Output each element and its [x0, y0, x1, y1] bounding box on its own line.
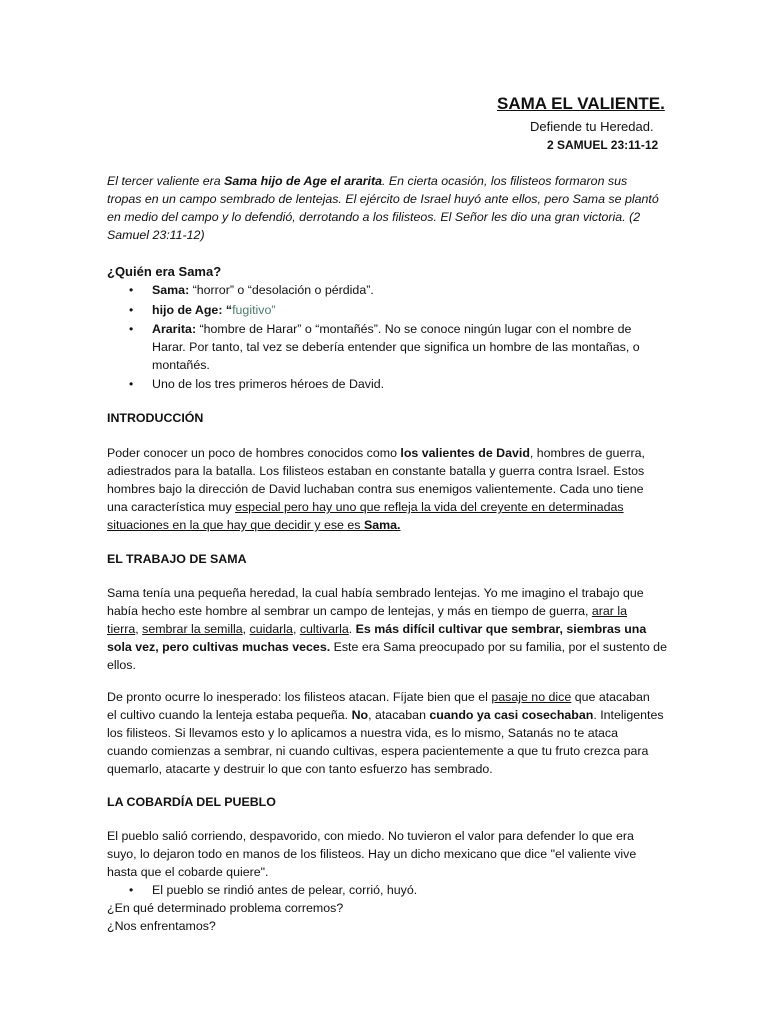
trabajo-p1-line-5: ellos. [107, 658, 136, 672]
bullet-label: Ararita: [152, 322, 197, 336]
intro-bold-underlined: Sama. [363, 518, 401, 532]
trabajo-text: había hecho este hombre al sembrar un campo de lentejas, y más en tiempo de guerra, [107, 604, 592, 618]
trabajo-p1-line-4 [107, 638, 667, 656]
trabajo-text: . Inteligentes [593, 708, 664, 722]
bullet-item-ararita [152, 320, 631, 338]
quote-text: . En cierta ocasión, los filisteos formaron sus [382, 174, 628, 188]
bullet-item-ararita-line-2: Harar. Por tanto, tal vez se debería entender que significa un hombre de las montañas, o [152, 340, 640, 354]
trabajo-text: , [292, 622, 300, 636]
quote-text: El tercer valiente era [107, 174, 225, 188]
scripture-reference: 2 SAMUEL 23:11-12 [547, 138, 659, 152]
intro-underlined: especial pero hay uno que refleja la vida del creyente en determinadas [235, 500, 624, 514]
cobardia-line-1: El pueblo salió corriendo, despavorido, con miedo. No tuvieron el valor para defender lo que era [107, 829, 634, 843]
cobardia-bullet-item: El pueblo se rindió antes de pelear, corrió, huyó. [152, 883, 418, 897]
cobardia-line-2: suyo, lo dejaron todo en manos de los filisteos. Hay un dicho mexicano que dice "el valiente vive [107, 847, 637, 861]
trabajo-underlined: tierra [107, 622, 136, 636]
intro-line-3: hombres bajo la dirección de David luchaban contra sus enemigos valientemente. Cada uno tiene [107, 482, 644, 496]
trabajo-text: Este era Sama preocupado por su familia, por el sustento de [330, 640, 667, 654]
bullet-item-ararita-line-3: montañés. [152, 358, 210, 372]
trabajo-p2-line-1 [107, 688, 650, 706]
trabajo-underlined: sembrar la semilla [142, 622, 243, 636]
bullet-label: Sama: [152, 283, 190, 297]
bullet-label: hijo de Age: [152, 303, 223, 317]
trabajo-text: que atacaban [571, 690, 650, 704]
bullet: • [129, 322, 134, 336]
quote-line-3: en medio del campo y lo defendió, derrotando a los filisteos. El Señor les dio una gran victoria. (2 [107, 210, 641, 224]
quote-bold: Sama hijo de Age el ararita [224, 174, 383, 188]
trabajo-p1-line-1: Sama tenía una pequeña heredad, la cual había sembrado lentejas. Yo me imagino el trabajo que [107, 586, 644, 600]
trabajo-underlined: arar la [591, 604, 628, 618]
bullet: • [129, 283, 134, 297]
intro-text: Poder conocer un poco de hombres conocidos como [107, 446, 401, 460]
section-heading-cobardia: LA COBARDÍA DEL PUEBLO [107, 795, 276, 809]
bullet-text-fugitivo: fugitivo” [232, 303, 276, 317]
page-subtitle: Defiende tu Heredad. [530, 119, 654, 134]
intro-text: una característica muy [107, 500, 236, 514]
trabajo-p2-line-5: quemarlo, atacarte y destruir lo que con tanto esfuerzo has sembrado. [107, 762, 493, 776]
cobardia-question-2: ¿Nos enfrentamos? [107, 919, 216, 933]
trabajo-text: , atacaban [368, 708, 430, 722]
bullet-quote-mark: “ [222, 303, 233, 317]
intro-bold: los valientes de David [400, 446, 530, 460]
bullet-text: “horror” o “desolación o pérdida”. [189, 283, 374, 297]
bullet: • [129, 377, 134, 391]
quote-line-2: tropas en un campo sembrado de lentejas. El ejército de Israel huyó ante ellos, pero Sama se plantó [107, 192, 659, 206]
section-heading-trabajo: EL TRABAJO DE SAMA [107, 552, 247, 566]
trabajo-bold: Es más difícil cultivar que sembrar, siembras una [355, 622, 647, 636]
cobardia-question-1: ¿En qué determinado problema corremos? [107, 901, 344, 915]
bullet-item-sama [152, 281, 374, 299]
bullet-item-age [152, 301, 275, 319]
intro-underlined: situaciones en la que hay que decidir y ese es [107, 518, 364, 532]
bullet: • [129, 303, 134, 317]
trabajo-p2-line-2 [107, 706, 664, 724]
trabajo-bold: No [351, 708, 369, 722]
intro-text: , hombres de guerra, [529, 446, 645, 460]
section-heading-quien: ¿Quién era Sama? [107, 264, 222, 279]
trabajo-underlined: cuidarla [249, 622, 293, 636]
trabajo-underlined: pasaje no dice [491, 690, 572, 704]
intro-line-1 [107, 444, 645, 462]
page-title: SAMA EL VALIENTE. [497, 94, 665, 113]
intro-line-5 [107, 516, 400, 534]
trabajo-text: el cultivo cuando la lenteja estaba pequeña. [107, 708, 352, 722]
trabajo-bold: sola vez, pero cultivas muchas veces. [107, 640, 331, 654]
bullet: • [129, 883, 134, 897]
bullet-text: “hombre de Harar” o “montañés”. No se conoce ningún lugar con el nombre de [196, 322, 632, 336]
trabajo-p1-line-2 [107, 602, 627, 620]
trabajo-p1-line-3 [107, 620, 646, 638]
quote-line-1 [107, 172, 627, 190]
trabajo-underlined: cultivarla [299, 622, 349, 636]
section-heading-introduccion: INTRODUCCIÓN [107, 411, 204, 425]
trabajo-p2-line-4: cuando comienzas a sembrar, ni cuando cultivas, espera pacientemente a que tu fruto crezca para [107, 744, 649, 758]
bullet-item-heroes: Uno de los tres primeros héroes de David. [152, 377, 385, 391]
cobardia-line-3: hasta que el cobarde quiere". [107, 865, 269, 879]
trabajo-text: , [135, 622, 143, 636]
trabajo-text: . [348, 622, 356, 636]
quote-line-4: Samuel 23:11-12) [107, 228, 205, 242]
trabajo-text: De pronto ocurre lo inesperado: los filisteos atacan. Fíjate bien que el [107, 690, 492, 704]
trabajo-p2-line-3: los filisteos. Si llevamos esto y lo aplicamos a nuestra vida, es lo mismo, Satanás no te ataca [107, 726, 619, 740]
trabajo-bold: cuando ya casi cosechaban [429, 708, 594, 722]
trabajo-text: , [242, 622, 250, 636]
intro-line-2: adiestrados para la batalla. Los filisteos estaban en constante batalla y guerra contra Israel. Estos [107, 464, 645, 478]
intro-line-4 [107, 498, 624, 516]
